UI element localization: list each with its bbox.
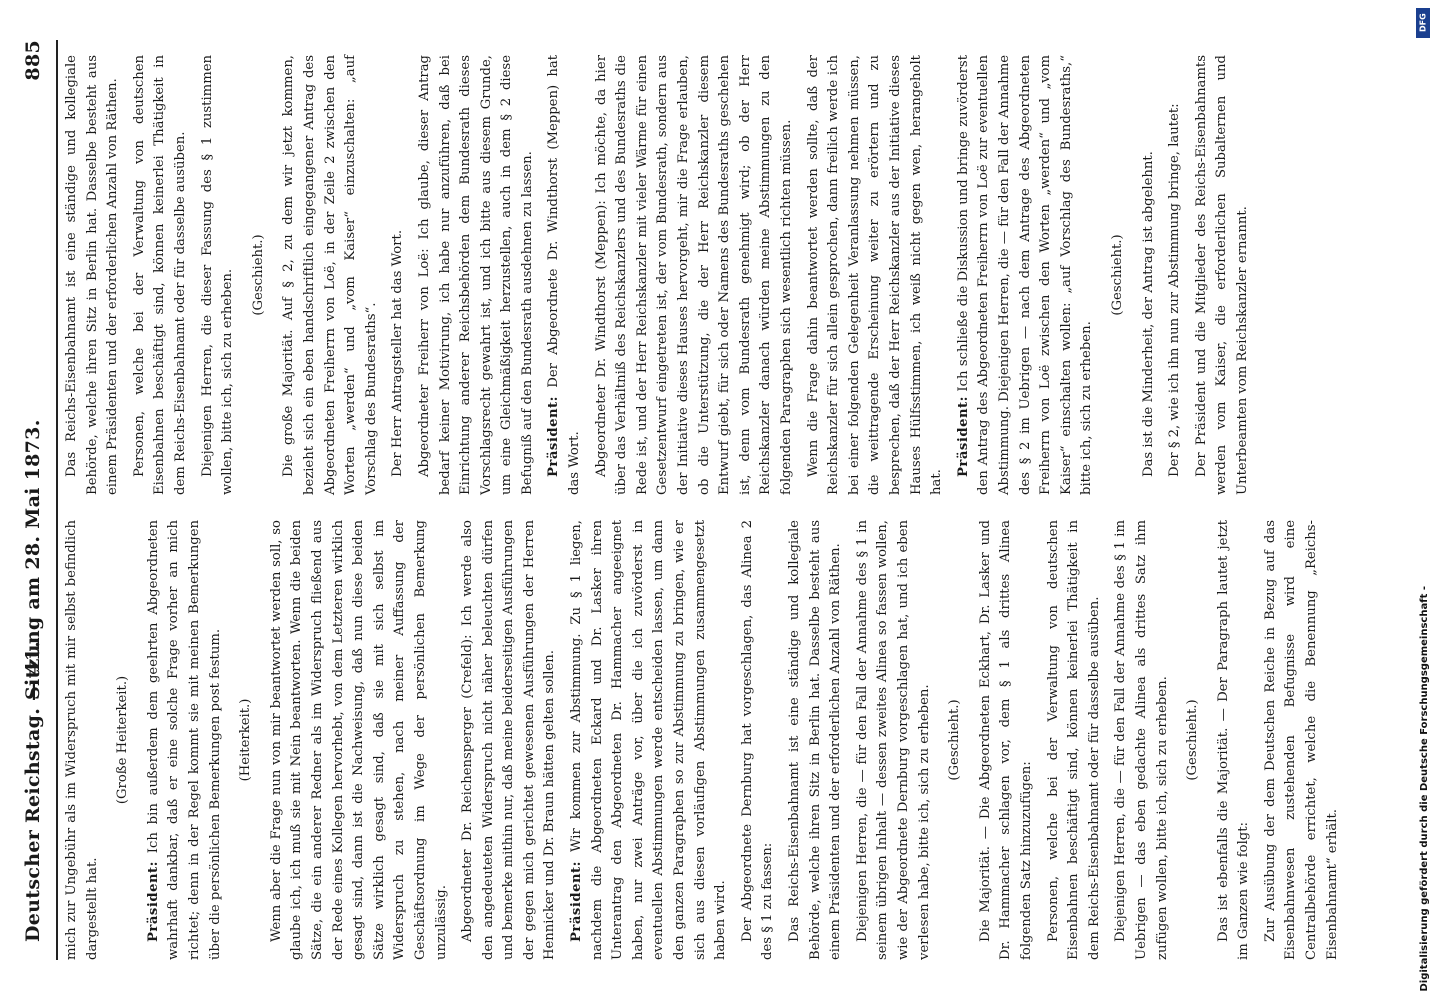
stage-direction (236, 520, 257, 960)
paragraph-text: Zur Ausübung der dem Deutschen Reiche in Bezug auf das Eisenbahnwesen zustehenden Befugnisse wird eine Centralbehörde errichtet, welche die Benennung „Reichs-Eisenbahnamt“ erhält. (1262, 520, 1340, 960)
paragraph-text: Das ist ebenfalls die Majorität. — Der Paragraph lautet jetzt im Ganzen wie folgt: (1215, 520, 1252, 960)
speaker-label: Präsident: (955, 395, 971, 477)
paragraph-text: (Geschieht.) (250, 234, 266, 316)
paragraph (62, 520, 103, 960)
stage-direction (113, 520, 134, 960)
paragraph-text: Der Präsident und die Mitglieder des Reichs-Eisenbahnamts werden vom Kaiser, die erforderlichen Subalternen und Unterbeamten vom Reichskanzler ernannt. (1193, 55, 1250, 495)
paragraph-text: mich zur Ungebühr als im Widerspruch mit mir selbst befindlich dargestellt hat. (64, 520, 100, 960)
page-header (22, 30, 52, 970)
paragraph-text: (Große Heiterkeit.) (115, 675, 131, 805)
paragraph (458, 520, 561, 960)
page-number: 885 (22, 40, 44, 81)
header-left: Deutscher Reichstag. — 41. (22, 640, 44, 942)
paragraph (592, 55, 798, 495)
paragraph-text: Diejenigen Herren, die — für den Fall der Annahme des § 1 in seinem übrigen Inhalt — dessen zweites Alinea so fassen wollen, wie der Abgeordnete Dernburg vorgeschlagen hat, und ich eben verlesen habe, bitte ich, sich zu erheben. (854, 520, 932, 960)
speaker-label: Präsident: (546, 395, 562, 477)
paragraph (1192, 55, 1254, 495)
paragraph-text: Ich bin außerdem dem geehrten Abgeordneten wahrhaft dankbar, daß er eine solche Frage vorher an mich richtet; denn in der Regel kommt sie mit meinen Bemerkungen über die persönlichen Bemerkungen post festum. (145, 520, 223, 960)
column-left (62, 520, 1349, 960)
column-right (62, 55, 1259, 495)
paragraph-text: Diejenigen Herren, die — für den Fall der Annahme des § 1 im Uebrigen — das eben gedachte Alinea als drittes Satz ihm zufügen wollen, bitte ich, sich zu erheben. (1113, 520, 1170, 960)
paragraph-text: Wenn aber die Frage nun von mir beantwortet werden soll, so glaube ich, ich muß sie mit Nein beantworten. Wenn die beiden Sätze, die ein anderer Redner als im Widerspruch fließend aus der Rede eines Kollegen hervorhebt, von dem Letzteren wirklich gesagt sind, dann ist die Nachweisung, daß nun diese beiden Sätze wirklich gesagt sind, daß sie mit sich selbst im Widerspruch zu stehen, nach meiner Auffassung der Geschäftsordnung im Wege der persönlichen Bemerkung unzulässig. (268, 520, 449, 960)
paragraph (130, 55, 192, 495)
paragraph-text: Der Herr Antragsteller hat das Wort. (390, 229, 406, 477)
paragraph (1165, 55, 1186, 495)
speaker-label: Präsident: (145, 860, 161, 942)
paragraph (1044, 520, 1106, 960)
header-center: Sitzung am 28. Mai 1873. (22, 419, 44, 700)
paragraph-text: Die große Majorität. Auf § 2, zu dem wir jetzt kommen, bezieht sich ein eben handschriftlich eingegangener Antrag des Abgeordneten Freiherrn von Loë, in der Zeile 2 zwischen den Worten „werden“ und „vom Kaiser“ einzuschalten: „auf Vorschlag des Bundesraths“. (281, 55, 379, 495)
paragraph-text: Das Reichs-Eisenbahnamt ist eine ständige und kollegiale Behörde, welche ihren Sitz in Berlin hat. Dasselbe besteht aus einem Präsidenten und der erforderlichen Anzahl von Räthen. (64, 55, 121, 495)
paragraph (544, 55, 585, 495)
paragraph-text: Der Abgeordnete Dernburg hat vorgeschlagen, das Alinea 2 des § 1 zu fassen: (739, 520, 776, 960)
stage-direction (1108, 55, 1129, 495)
paragraph (1214, 520, 1255, 960)
paragraph (567, 520, 732, 960)
dfg-logo: DFG (1416, 8, 1430, 38)
paragraph (1111, 520, 1173, 960)
paragraph (976, 520, 1038, 960)
header-rule (56, 40, 58, 960)
stage-direction (945, 520, 966, 960)
paragraph (738, 520, 779, 960)
stage-direction (249, 55, 270, 495)
paragraph (62, 55, 124, 495)
paragraph-text: Wenn die Frage dahin beantwortet werden sollte, daß der Reichskanzler für sich allein gesprochen, dann freilich werde ich bei einer folgenden Gelegenheit Veranlassung nehmen müssen, die weittragende Erscheinung weiter zu erörtern und zu besprechen, daß der Herr Reichskanzler aus der Initiative dieses Hauses Hülfsstimmen, ich weiß nicht gegen wen, herangeholt hat. (805, 55, 945, 495)
paragraph-text: Der Abgeordnete Dr. Windthorst (Meppen) hat das Wort. (546, 55, 583, 495)
paragraph (954, 55, 1098, 495)
stage-direction (1183, 520, 1204, 960)
paragraph (198, 55, 239, 495)
paragraph (1261, 520, 1343, 960)
paragraph (853, 520, 935, 960)
paragraph-text: Die Majorität. — Die Abgeordneten Eckhart, Dr. Lasker und Dr. Hammacher schlagen vor, dem § 1 als drittes Alinea folgenden Satz hinzuzufügen: (977, 520, 1034, 960)
paragraph-text: Das ist die Minderheit, der Antrag ist abgelehnt. (1140, 151, 1156, 477)
paragraph (388, 55, 409, 495)
speaker-label: Präsident: (569, 860, 585, 942)
digitization-footer (1412, 0, 1432, 1000)
paragraph (804, 55, 948, 495)
paragraph (785, 520, 847, 960)
paragraph (279, 55, 382, 495)
paragraph-text: (Geschieht.) (947, 699, 963, 781)
paragraph-text: Abgeordneter Dr. Reichensperger (Crefeld): Ich werde also den angedeuteten Widerspruch nicht näher beleuchten dürfen und bemerke mithin nur, daß meine beiderseitigen Ausführungen der gegen mich gerichtet gewesenen Ausführungen der Herren Hennicker und Dr. Braun hätten gelten sollen. (460, 520, 558, 960)
paragraph (144, 520, 226, 960)
paragraph-text: Personen, welche bei der Verwaltung von deutschen Eisenbahnen beschäftigt sind, können keinerlei Thätigkeit in dem Reichs-Eisenbahnamt oder für dasselbe ausüben. (131, 55, 188, 495)
paragraph-text: (Geschieht.) (1109, 234, 1125, 316)
paragraph-text: Der § 2, wie ich ihn nun zur Abstimmung bringe, lautet: (1167, 103, 1183, 477)
paragraph (415, 55, 539, 495)
paragraph (267, 520, 452, 960)
paragraph-text: Abgeordneter Dr. Windthorst (Meppen): Ich möchte, da hier über das Verhältniß des Reichskanzlers und des Bundesraths die Rede ist, und der Herr Reichskanzler mit vieler Wärme für einen Gesetzentwurf eingetreten ist, der vom Bundesrath, sondern aus der Initiative dieses Hauses hervorgeht, mir die Frage erlauben, ob die Unterstützung, die der Herr Reichskanzler diesem Entwurf giebt, für sich oder Namens des Bundesraths geschehen ist, denn vom Bundesrath genehmigt wird; ob der Herr Reichskanzler danach würden meine Abstimmungen zu den folgenden Paragraphen sich wesentlich richten müssen. (593, 55, 794, 495)
paragraph (1139, 55, 1160, 495)
paragraph-text: Das Reichs-Eisenbahnamt ist eine ständige und kollegiale Behörde, welche ihren Sitz in Berlin hat. Dasselbe besteht aus einem Präsidenten und der erforderlichen Anzahl von Räthen. (787, 520, 844, 960)
paragraph-text: (Geschieht.) (1185, 699, 1201, 781)
paragraph-text: Wir kommen zur Abstimmung. Zu § 1 liegen, nachdem die Abgeordneten Eckard und Dr. Lasker ihren Unterantrag den Abgeordneten Dr. Hammacher angeeignet haben, nur zwei Anträge vor, über die ich zuvörderst in eventuellen Abstimmungen werde entscheiden lassen, um dann den ganzen Paragraphen so zur Abstimmung zu bringen, wie er sich aus diesen vorläufigen Abstimmungen zusammengesetzt haben wird. (569, 520, 729, 960)
digitization-note: Digitalisierung gefördert durch die Deutsche Forschungsgemeinschaft - (1419, 586, 1430, 992)
paragraph-text: Personen, welche bei der Verwaltung von deutschen Eisenbahnen beschäftigt sind, können keinerlei Thätigkeit in dem Reichs-Eisenbahnamt oder für dasselbe ausüben. (1045, 520, 1102, 960)
paragraph-text: Diejenigen Herren, die dieser Fassung des § 1 zustimmen wollen, bitte ich, sich zu erheben. (199, 55, 236, 495)
paragraph-text: Ich schließe die Diskussion und bringe zuvörderst den Antrag des Abgeordneten Freiherrn von Loë zur eventuellen Abstimmung. Diejenigen Herren, die — für den Fall der Annahme des § 2 im Uebrigen — nach dem Antrage des Abgeordneten Freiherrn von Loë zwischen den Worten „werden“ und „vom Kaiser“ einschalten wollen: „auf Vorschlag des Bundesraths,“ bitte ich, sich zu erheben. (955, 55, 1095, 495)
paragraph-text: (Heiterkeit.) (238, 698, 254, 782)
paragraph-text: Abgeordneter Freiherr von Loë: Ich glaube, dieser Antrag bedarf keiner Motivirung, ich habe nur anzuführen, daß bei Einrichtung anderer Reichsbehörden dem Bundesrath dieses Vorschlagsrecht gewahrt ist, und ich bitte aus diesem Grunde, um eine Gleichmäßigkeit herzustellen, auch in dem § 2 diese Befugniß auf den Bundesrath ausdehnen zu lassen. (416, 55, 535, 495)
